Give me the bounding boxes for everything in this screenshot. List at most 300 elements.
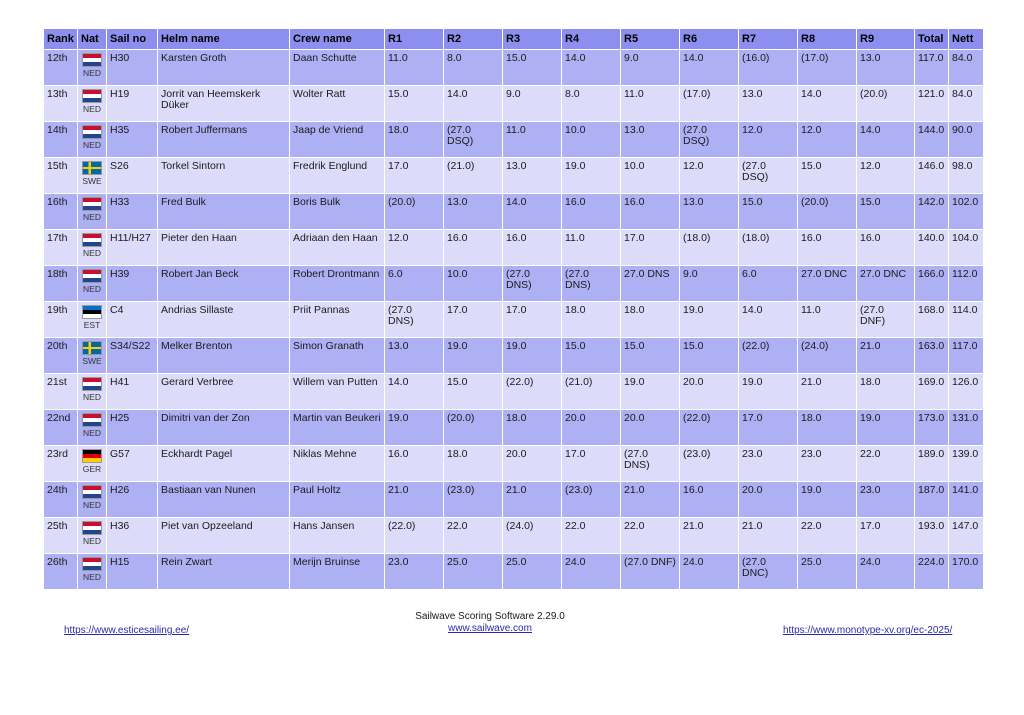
- cell-helm-name: Jorrit van Heemskerk Düker: [158, 86, 289, 121]
- class-site-link[interactable]: https://www.monotype-xv.org/ec-2025/: [783, 625, 953, 636]
- cell-nat: [78, 158, 106, 193]
- cell-total: 187.0: [915, 482, 948, 517]
- flag-ned-icon: [82, 521, 102, 535]
- cell-sail-no: H30: [107, 50, 157, 85]
- cell-nat: [78, 230, 106, 265]
- cell-r7: 13.0: [739, 86, 797, 121]
- cell-nat: [78, 518, 106, 553]
- cell-r7: (18.0): [739, 230, 797, 265]
- cell-total: 140.0: [915, 230, 948, 265]
- cell-sail-no: H41: [107, 374, 157, 409]
- table-row: [44, 194, 983, 229]
- cell-r6: (22.0): [680, 410, 738, 445]
- nation-code: SWE: [82, 356, 102, 366]
- cell-sail-no: C4: [107, 302, 157, 337]
- cell-r3: 9.0: [503, 86, 561, 121]
- cell-sail-no: H35: [107, 122, 157, 157]
- cell-helm-name: Piet van Opzeeland: [158, 518, 289, 553]
- cell-r7: (22.0): [739, 338, 797, 373]
- cell-r5: 18.0: [621, 302, 679, 337]
- cell-crew-name: Fredrik Englund: [290, 158, 384, 193]
- cell-r5: 9.0: [621, 50, 679, 85]
- cell-r6: 9.0: [680, 266, 738, 301]
- cell-r1: 16.0: [385, 446, 443, 481]
- col-header-r3: R3: [503, 29, 561, 49]
- cell-r9: 19.0: [857, 410, 914, 445]
- cell-r8: 12.0: [798, 122, 856, 157]
- cell-total: 169.0: [915, 374, 948, 409]
- cell-r5: 17.0: [621, 230, 679, 265]
- cell-r4: 10.0: [562, 122, 620, 157]
- cell-r4: 20.0: [562, 410, 620, 445]
- table-row: [44, 302, 983, 337]
- cell-r3: 14.0: [503, 194, 561, 229]
- cell-helm-name: Torkel Sintorn: [158, 158, 289, 193]
- cell-r4: (21.0): [562, 374, 620, 409]
- table-row: [44, 50, 983, 85]
- cell-r5: 10.0: [621, 158, 679, 193]
- cell-nat: [78, 302, 106, 337]
- cell-r5: 22.0: [621, 518, 679, 553]
- cell-r1: 11.0: [385, 50, 443, 85]
- cell-total: 142.0: [915, 194, 948, 229]
- cell-rank: 22nd: [44, 410, 77, 445]
- cell-r3: (22.0): [503, 374, 561, 409]
- cell-r4: 19.0: [562, 158, 620, 193]
- cell-rank: 25th: [44, 518, 77, 553]
- cell-r7: 12.0: [739, 122, 797, 157]
- cell-r4: 11.0: [562, 230, 620, 265]
- cell-sail-no: H26: [107, 482, 157, 517]
- cell-sail-no: H15: [107, 554, 157, 589]
- nation-code: SWE: [82, 176, 102, 186]
- cell-r5: 16.0: [621, 194, 679, 229]
- cell-sail-no: H33: [107, 194, 157, 229]
- cell-total: 189.0: [915, 446, 948, 481]
- cell-r2: 15.0: [444, 374, 502, 409]
- cell-r9: 17.0: [857, 518, 914, 553]
- cell-r8: 21.0: [798, 374, 856, 409]
- cell-r9: 21.0: [857, 338, 914, 373]
- cell-rank: 16th: [44, 194, 77, 229]
- cell-r3: 21.0: [503, 482, 561, 517]
- cell-nett: 170.0: [949, 554, 983, 589]
- nation-code: GER: [82, 464, 102, 474]
- cell-nat: [78, 50, 106, 85]
- cell-total: 163.0: [915, 338, 948, 373]
- cell-r6: 24.0: [680, 554, 738, 589]
- cell-r7: (27.0 DSQ): [739, 158, 797, 193]
- cell-nett: 141.0: [949, 482, 983, 517]
- cell-r1: 17.0: [385, 158, 443, 193]
- cell-r9: 23.0: [857, 482, 914, 517]
- cell-r1: 6.0: [385, 266, 443, 301]
- cell-r1: 18.0: [385, 122, 443, 157]
- table-row: [44, 86, 983, 121]
- cell-rank: 19th: [44, 302, 77, 337]
- cell-sail-no: S26: [107, 158, 157, 193]
- cell-r2: 22.0: [444, 518, 502, 553]
- cell-r1: 13.0: [385, 338, 443, 373]
- cell-r1: (27.0 DNS): [385, 302, 443, 337]
- cell-r1: (22.0): [385, 518, 443, 553]
- cell-r4: 8.0: [562, 86, 620, 121]
- cell-r1: 15.0: [385, 86, 443, 121]
- col-header-r8: R8: [798, 29, 856, 49]
- cell-r2: 10.0: [444, 266, 502, 301]
- table-row: [44, 518, 983, 553]
- cell-r4: (23.0): [562, 482, 620, 517]
- cell-sail-no: G57: [107, 446, 157, 481]
- cell-rank: 24th: [44, 482, 77, 517]
- cell-r2: 18.0: [444, 446, 502, 481]
- cell-r4: (27.0 DNS): [562, 266, 620, 301]
- table-row: [44, 374, 983, 409]
- cell-crew-name: Wolter Ratt: [290, 86, 384, 121]
- nation-code: NED: [83, 248, 101, 258]
- results-body: [44, 50, 983, 589]
- cell-r2: 19.0: [444, 338, 502, 373]
- cell-r8: 19.0: [798, 482, 856, 517]
- cell-r2: 8.0: [444, 50, 502, 85]
- cell-r3: 16.0: [503, 230, 561, 265]
- cell-r6: (23.0): [680, 446, 738, 481]
- software-name: Sailwave Scoring Software 2.29.0: [415, 611, 565, 622]
- cell-r9: 16.0: [857, 230, 914, 265]
- nation-code: NED: [83, 392, 101, 402]
- cell-total: 168.0: [915, 302, 948, 337]
- cell-r4: 15.0: [562, 338, 620, 373]
- cell-nat: [78, 122, 106, 157]
- col-header-r7: R7: [739, 29, 797, 49]
- flag-ned-icon: [82, 557, 102, 571]
- cell-crew-name: Merijn Bruinse: [290, 554, 384, 589]
- cell-r5: 27.0 DNS: [621, 266, 679, 301]
- cell-nett: 102.0: [949, 194, 983, 229]
- table-row: [44, 410, 983, 445]
- cell-r9: (20.0): [857, 86, 914, 121]
- cell-r1: 14.0: [385, 374, 443, 409]
- cell-r6: 21.0: [680, 518, 738, 553]
- cell-crew-name: Robert Drontmann: [290, 266, 384, 301]
- cell-crew-name: Niklas Mehne: [290, 446, 384, 481]
- cell-helm-name: Robert Juffermans: [158, 122, 289, 157]
- cell-r7: 19.0: [739, 374, 797, 409]
- table-row: [44, 158, 983, 193]
- cell-r5: 11.0: [621, 86, 679, 121]
- cell-total: 146.0: [915, 158, 948, 193]
- cell-helm-name: Karsten Groth: [158, 50, 289, 85]
- flag-ned-icon: [82, 485, 102, 499]
- cell-r3: (27.0 DNS): [503, 266, 561, 301]
- cell-r9: 18.0: [857, 374, 914, 409]
- cell-r6: (18.0): [680, 230, 738, 265]
- table-row: [44, 446, 983, 481]
- cell-nett: 84.0: [949, 86, 983, 121]
- cell-rank: 13th: [44, 86, 77, 121]
- cell-crew-name: Boris Bulk: [290, 194, 384, 229]
- cell-nett: 90.0: [949, 122, 983, 157]
- cell-r9: 14.0: [857, 122, 914, 157]
- cell-r6: 15.0: [680, 338, 738, 373]
- flag-ger-icon: [82, 449, 102, 463]
- cell-crew-name: Daan Schutte: [290, 50, 384, 85]
- cell-r7: 17.0: [739, 410, 797, 445]
- cell-nett: 98.0: [949, 158, 983, 193]
- cell-sail-no: H25: [107, 410, 157, 445]
- col-header-r4: R4: [562, 29, 620, 49]
- cell-r1: 23.0: [385, 554, 443, 589]
- col-header-r6: R6: [680, 29, 738, 49]
- cell-r3: 20.0: [503, 446, 561, 481]
- cell-r8: 15.0: [798, 158, 856, 193]
- flag-ned-icon: [82, 125, 102, 139]
- cell-nett: 139.0: [949, 446, 983, 481]
- cell-r6: 13.0: [680, 194, 738, 229]
- cell-r3: 17.0: [503, 302, 561, 337]
- cell-r5: 21.0: [621, 482, 679, 517]
- cell-nett: 117.0: [949, 338, 983, 373]
- cell-r4: 24.0: [562, 554, 620, 589]
- cell-helm-name: Pieter den Haan: [158, 230, 289, 265]
- flag-ned-icon: [82, 53, 102, 67]
- cell-r2: 25.0: [444, 554, 502, 589]
- cell-r9: 13.0: [857, 50, 914, 85]
- cell-r8: 22.0: [798, 518, 856, 553]
- cell-nett: 147.0: [949, 518, 983, 553]
- cell-total: 117.0: [915, 50, 948, 85]
- cell-r9: 22.0: [857, 446, 914, 481]
- flag-ned-icon: [82, 269, 102, 283]
- nation-code: NED: [83, 572, 101, 582]
- cell-helm-name: Melker Brenton: [158, 338, 289, 373]
- cell-r1: 12.0: [385, 230, 443, 265]
- cell-helm-name: Fred Bulk: [158, 194, 289, 229]
- header-row: [44, 29, 983, 49]
- cell-sail-no: S34/S22: [107, 338, 157, 373]
- cell-r6: 16.0: [680, 482, 738, 517]
- cell-sail-no: H36: [107, 518, 157, 553]
- cell-r8: 11.0: [798, 302, 856, 337]
- cell-r4: 14.0: [562, 50, 620, 85]
- cell-helm-name: Dimitri van der Zon: [158, 410, 289, 445]
- cell-nat: [78, 194, 106, 229]
- cell-r5: (27.0 DNS): [621, 446, 679, 481]
- cell-crew-name: Hans Jansen: [290, 518, 384, 553]
- cell-rank: 18th: [44, 266, 77, 301]
- cell-r4: 22.0: [562, 518, 620, 553]
- cell-total: 166.0: [915, 266, 948, 301]
- cell-r8: 27.0 DNC: [798, 266, 856, 301]
- cell-helm-name: Andrias Sillaste: [158, 302, 289, 337]
- cell-r3: 18.0: [503, 410, 561, 445]
- cell-r9: (27.0 DNF): [857, 302, 914, 337]
- cell-crew-name: Simon Granath: [290, 338, 384, 373]
- cell-r6: 12.0: [680, 158, 738, 193]
- cell-r5: 15.0: [621, 338, 679, 373]
- cell-total: 144.0: [915, 122, 948, 157]
- cell-rank: 12th: [44, 50, 77, 85]
- nation-code: NED: [83, 212, 101, 222]
- results-table: [43, 28, 984, 590]
- cell-nat: [78, 266, 106, 301]
- cell-r7: 15.0: [739, 194, 797, 229]
- flag-ned-icon: [82, 413, 102, 427]
- cell-r2: 14.0: [444, 86, 502, 121]
- cell-total: 224.0: [915, 554, 948, 589]
- cell-r4: 18.0: [562, 302, 620, 337]
- nation-code: NED: [83, 536, 101, 546]
- cell-helm-name: Robert Jan Beck: [158, 266, 289, 301]
- cell-nat: [78, 446, 106, 481]
- cell-total: 193.0: [915, 518, 948, 553]
- flag-swe-icon: [82, 161, 102, 175]
- cell-crew-name: Priit Pannas: [290, 302, 384, 337]
- cell-rank: 23rd: [44, 446, 77, 481]
- cell-r7: (27.0 DNC): [739, 554, 797, 589]
- cell-r8: (17.0): [798, 50, 856, 85]
- col-header-helm-name: Helm name: [158, 29, 289, 49]
- nation-code: NED: [83, 284, 101, 294]
- cell-sail-no: H11/H27: [107, 230, 157, 265]
- flag-est-icon: [82, 305, 102, 319]
- cell-r6: 14.0: [680, 50, 738, 85]
- cell-helm-name: Gerard Verbree: [158, 374, 289, 409]
- cell-r5: 13.0: [621, 122, 679, 157]
- cell-r2: (27.0 DSQ): [444, 122, 502, 157]
- cell-crew-name: Jaap de Vriend: [290, 122, 384, 157]
- col-header-rank: Rank: [44, 29, 77, 49]
- col-header-r5: R5: [621, 29, 679, 49]
- cell-helm-name: Eckhardt Pagel: [158, 446, 289, 481]
- cell-crew-name: Martin van Beukeri: [290, 410, 384, 445]
- cell-r3: 11.0: [503, 122, 561, 157]
- flag-ned-icon: [82, 377, 102, 391]
- cell-r8: 18.0: [798, 410, 856, 445]
- cell-r1: 21.0: [385, 482, 443, 517]
- col-header-r9: R9: [857, 29, 914, 49]
- cell-rank: 21st: [44, 374, 77, 409]
- cell-r8: (20.0): [798, 194, 856, 229]
- cell-r3: 15.0: [503, 50, 561, 85]
- cell-nett: 131.0: [949, 410, 983, 445]
- table-row: [44, 122, 983, 157]
- cell-rank: 14th: [44, 122, 77, 157]
- cell-rank: 17th: [44, 230, 77, 265]
- software-link[interactable]: www.sailwave.com: [448, 623, 532, 634]
- flag-ned-icon: [82, 197, 102, 211]
- nation-code: EST: [83, 320, 101, 330]
- cell-r8: 25.0: [798, 554, 856, 589]
- cell-nett: 114.0: [949, 302, 983, 337]
- cell-total: 121.0: [915, 86, 948, 121]
- cell-sail-no: H19: [107, 86, 157, 121]
- nation-code: NED: [83, 68, 101, 78]
- cell-r1: 19.0: [385, 410, 443, 445]
- cell-nat: [78, 374, 106, 409]
- cell-rank: 26th: [44, 554, 77, 589]
- cell-r6: (27.0 DSQ): [680, 122, 738, 157]
- col-header-sail-no: Sail no: [107, 29, 157, 49]
- cell-r7: 6.0: [739, 266, 797, 301]
- cell-helm-name: Rein Zwart: [158, 554, 289, 589]
- table-row: [44, 230, 983, 265]
- cell-r8: 23.0: [798, 446, 856, 481]
- cell-nat: [78, 482, 106, 517]
- cell-r6: 19.0: [680, 302, 738, 337]
- cell-r3: 19.0: [503, 338, 561, 373]
- cell-r3: 25.0: [503, 554, 561, 589]
- cell-rank: 20th: [44, 338, 77, 373]
- cell-r2: (20.0): [444, 410, 502, 445]
- nation-code: NED: [83, 428, 101, 438]
- cell-nett: 104.0: [949, 230, 983, 265]
- cell-nett: 112.0: [949, 266, 983, 301]
- cell-r7: 21.0: [739, 518, 797, 553]
- col-header-r2: R2: [444, 29, 502, 49]
- cell-r2: (23.0): [444, 482, 502, 517]
- cell-r9: 27.0 DNC: [857, 266, 914, 301]
- event-site-link[interactable]: https://www.esticesailing.ee/: [64, 625, 190, 636]
- cell-r7: (16.0): [739, 50, 797, 85]
- cell-r8: (24.0): [798, 338, 856, 373]
- cell-rank: 15th: [44, 158, 77, 193]
- cell-helm-name: Bastiaan van Nunen: [158, 482, 289, 517]
- cell-r3: (24.0): [503, 518, 561, 553]
- cell-r9: 12.0: [857, 158, 914, 193]
- cell-r3: 13.0: [503, 158, 561, 193]
- cell-r6: (17.0): [680, 86, 738, 121]
- cell-r8: 16.0: [798, 230, 856, 265]
- table-row: [44, 266, 983, 301]
- flag-ned-icon: [82, 233, 102, 247]
- cell-r9: 24.0: [857, 554, 914, 589]
- cell-r7: 23.0: [739, 446, 797, 481]
- cell-r7: 20.0: [739, 482, 797, 517]
- cell-r6: 20.0: [680, 374, 738, 409]
- cell-nett: 84.0: [949, 50, 983, 85]
- col-header-nett: Nett: [949, 29, 983, 49]
- col-header-r1: R1: [385, 29, 443, 49]
- cell-total: 173.0: [915, 410, 948, 445]
- cell-crew-name: Willem van Putten: [290, 374, 384, 409]
- flag-swe-icon: [82, 341, 102, 355]
- cell-nat: [78, 410, 106, 445]
- cell-r2: (21.0): [444, 158, 502, 193]
- cell-r2: 17.0: [444, 302, 502, 337]
- cell-crew-name: Paul Holtz: [290, 482, 384, 517]
- cell-r5: 19.0: [621, 374, 679, 409]
- cell-nat: [78, 554, 106, 589]
- flag-ned-icon: [82, 89, 102, 103]
- nation-code: NED: [83, 140, 101, 150]
- cell-r2: 13.0: [444, 194, 502, 229]
- table-row: [44, 482, 983, 517]
- col-header-nat: Nat: [78, 29, 106, 49]
- cell-nat: [78, 86, 106, 121]
- cell-r9: 15.0: [857, 194, 914, 229]
- col-header-crew-name: Crew name: [290, 29, 384, 49]
- cell-r1: (20.0): [385, 194, 443, 229]
- col-header-total: Total: [915, 29, 948, 49]
- cell-r4: 16.0: [562, 194, 620, 229]
- cell-r4: 17.0: [562, 446, 620, 481]
- table-row: [44, 554, 983, 589]
- nation-code: NED: [83, 104, 101, 114]
- cell-nett: 126.0: [949, 374, 983, 409]
- cell-r5: 20.0: [621, 410, 679, 445]
- cell-r7: 14.0: [739, 302, 797, 337]
